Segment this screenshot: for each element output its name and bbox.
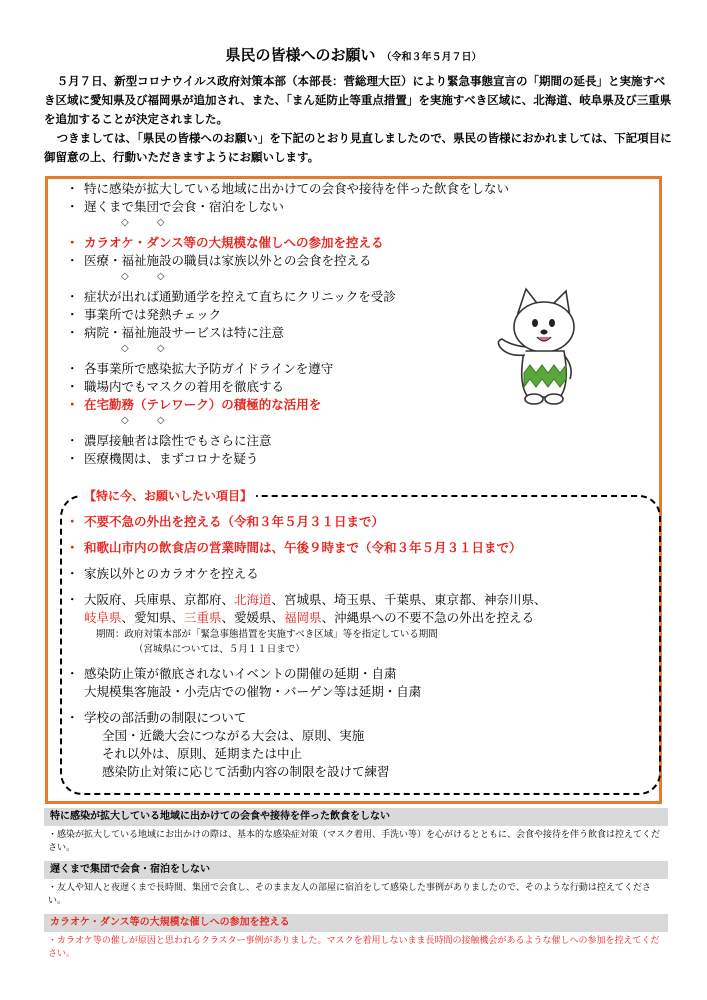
priority-item-3: ・ 家族以外とのカラオケを控える — [66, 566, 259, 581]
title-date: （令和３年５月７日） — [381, 52, 482, 63]
intro-text — [44, 72, 674, 167]
general-request-item: ・ 職場内でもマスクの着用を徹底する — [66, 379, 285, 394]
priority-item-2: ・ 和歌山市内の飲食店の営業時間は、午後９時まで（令和３年５月３１日まで） — [66, 540, 522, 555]
priority-requests-label: 【特に今、お願いしたい項目】 — [80, 487, 256, 504]
group-separator: ◇◇ — [121, 217, 193, 228]
general-request-item: ・ 濃厚接触者は陰性でもさらに注意 — [66, 433, 272, 448]
group-separator: ◇◇ — [121, 343, 193, 354]
priority-item-1: ・ 不要不急の外出を控える（令和３年５月３１日まで） — [66, 514, 385, 529]
general-request-item: ・ 医療・福祉施設の職員は家族以外との会食を控える — [66, 253, 372, 268]
miyagi-note: （宮城県については、５月１１日まで） — [134, 644, 305, 655]
priority-item-4: ・ 大阪府、兵庫県、京都府、北海道、宮城県、埼玉県、千葉県、東京都、神奈川県、 岐阜県、愛知県、三重県、愛媛県、福岡県、沖縄県への不要不急の外出を控える 期間：政府対策本部が「緊急事態措置を実施すべき区域」等を指定している期間 （宮城県については、５月１１日まで） — [66, 591, 646, 657]
detail-body: ・友人や知人と夜遅くまで長時間、集団で会食し、そのまま友人の部屋に宿泊をして感染した事例がありましたので、そのような行動は控えてください。 — [48, 883, 651, 906]
period-note: 期間：政府対策本部が「緊急事態措置を実施すべき区域」等を指定している期間 — [96, 629, 438, 640]
general-request-item: ・ 病院・福祉施設サービスは特に注意 — [66, 325, 285, 340]
general-request-item: ・ カラオケ・ダンス等の大規模な催しへの参加を控える — [66, 235, 384, 250]
general-request-list — [66, 180, 510, 468]
page-title — [0, 44, 707, 65]
general-request-item: ・ 特に感染が拡大している地域に出かけての会食や接待を伴った飲食をしない — [66, 181, 510, 196]
detail-heading: 遅くまで集団で会食・宿泊をしない — [44, 861, 668, 879]
priority-request-list — [66, 513, 646, 789]
prefecture-line-1: 大阪府、兵庫県、京都府、北海道、宮城県、埼玉県、千葉県、東京都、神奈川県、 — [84, 592, 547, 607]
priority-item-6: ・ 学校の部活動の制限について 全国・近畿大会につながる大会は、原則、実施 それ以外は、原則、延期または中止 感染防止対策に応じて活動内容の制限を設けて練習 — [66, 710, 390, 779]
general-request-item: ・ 医療機関は、まずコロナを疑う — [66, 451, 259, 466]
mascot-illustration — [488, 285, 593, 410]
intro-paragraph-1: ５月７日、新型コロナウイルス政府対策本部（本部長：菅総理大臣）により緊急事態宣言の「期間の延長」と実施すべき区域に愛知県及び福岡県が追加され、また、「まん延防止等重点措置」を実施すべき区域に、北海道、岐阜県及び三重県を追加することが決定されました。 — [44, 74, 672, 126]
general-request-item: ・ 症状が出れば通勤通学を控えて直ちにクリニックを受診 — [66, 289, 396, 304]
group-separator: ◇◇ — [121, 271, 193, 282]
prefecture-line-2: 岐阜県、愛知県、三重県、愛媛県、福岡県、沖縄県への不要不急の外出を控える — [84, 610, 535, 625]
detail-body: ・カラオケ等の催しが原因と思われるクラスター事例がありました。マスクを着用しないまま長時間の接触機会があるような催しへの参加を控えてください。 — [48, 936, 660, 959]
detail-heading: カラオケ・ダンス等の大規模な催しへの参加を控える — [44, 914, 668, 932]
detail-body: ・感染が拡大している地域にお出かけの際は、基本的な感染症対策（マスク着用、手洗い等）を心がけるとともに、会食や接待を伴う飲食は控えてください。 — [48, 830, 661, 853]
intro-paragraph-2: つきましては、「県民の皆様へのお願い」を下記のとおり見直しましたので、県民の皆様におかれましては、下記項目に御留意の上、行動いただきますようにお願いします。 — [44, 131, 672, 164]
detail-explanations — [44, 808, 668, 967]
group-separator: ◇◇ — [121, 415, 193, 426]
general-request-item: ・ 各事業所で感染拡大予防ガイドラインを遵守 — [66, 361, 334, 376]
general-request-item: ・ 在宅勤務（テレワーク）の積極的な活用を — [66, 397, 322, 412]
general-request-item: ・ 事業所では発熱チェック — [66, 307, 222, 322]
detail-heading: 特に感染が拡大している地域に出かけての会食や接待を伴った飲食をしない — [44, 808, 668, 826]
general-request-item: ・ 遅くまで集団で会食・宿泊をしない — [66, 199, 285, 214]
title-text: 県民の皆様へのお願い — [225, 46, 376, 64]
priority-item-5: ・ 感染防止策が徹底されないイベントの開催の延期・自粛 大規模集客施設・小売店での催物・バーゲン等は延期・自粛 — [66, 666, 422, 699]
